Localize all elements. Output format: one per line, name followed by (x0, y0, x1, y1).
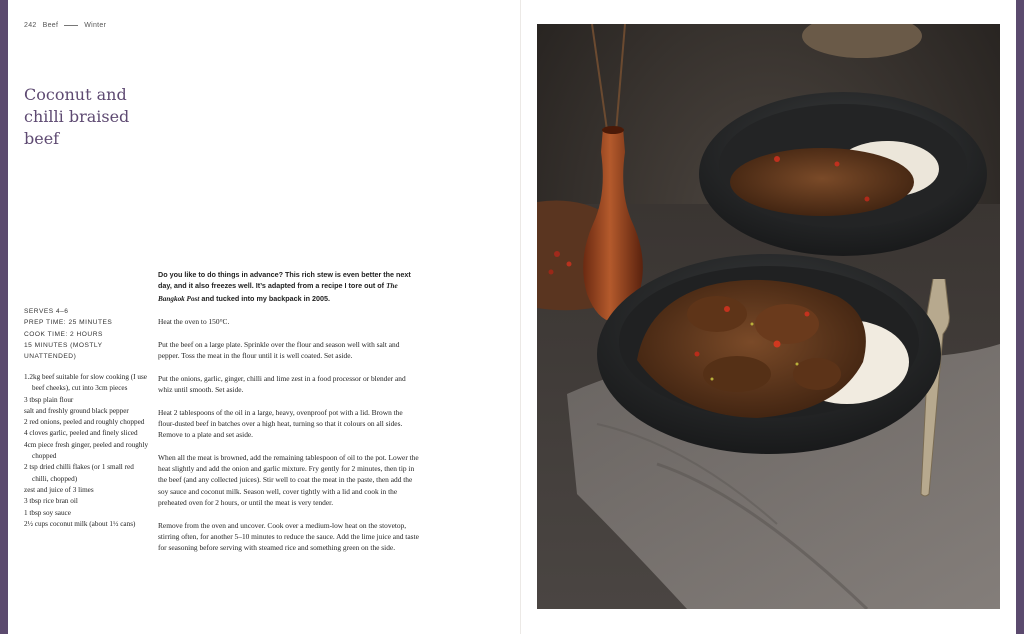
ingredient-item: salt and freshly ground black pepper (24, 406, 129, 415)
plate-chilli (567, 262, 572, 267)
page-header (24, 22, 106, 29)
method-step: Put the beef on a large plate. Sprinkle over the flour and season well with salt and pepper. Toss the meat in the flour until it is well coated. Set aside. (158, 339, 400, 361)
method-step: Put the onions, garlic, ginger, chilli and lime zest in a food processor or blender and whiz until smooth. Set aside. (158, 373, 406, 394)
beef-piece (755, 304, 819, 344)
title-line: beef (24, 129, 60, 148)
chilli-garnish (695, 352, 700, 357)
book-spread (8, 0, 1016, 634)
recipe-method (158, 269, 420, 565)
recipe-intro (158, 269, 420, 305)
chilli-garnish (724, 306, 730, 312)
chilli-garnish (774, 156, 780, 162)
chilli-garnish (835, 162, 840, 167)
ingredient-item: 3 tbsp rice bran oil (24, 497, 78, 506)
ingredient-item: 2 red onions, peeled and roughly chopped (24, 418, 145, 427)
ingredient-item: 2½ cups coconut milk (about 1½ cans) (24, 519, 136, 528)
intro-text-end: and tucked into my backpack in 2005. (199, 293, 330, 303)
meta-cook-time-cont: 15 MINUTES (MOSTLY (24, 341, 103, 349)
chilli-garnish (865, 197, 870, 202)
beef-piece (687, 296, 747, 332)
ingredient-item: 3 tbsp plain flour (24, 395, 74, 404)
section-name: Beef (42, 22, 59, 29)
title-line: Coconut and (24, 85, 127, 104)
lime-zest (796, 363, 799, 366)
method-step: When all the meat is browned, add the remaining tablespoon of oil to the pot. Lower the heat slightly and add the onion and garlic mixture. Fry gently for 2 minutes, then tip in the beef (and any collected juices). Stir well to coat the meat in the paste, then add the soy sauce and coconut milk. Season well, cover tightly with a lid and cook in the preheated oven for 2 hours, or until the meat is very tender. (158, 452, 419, 507)
recipe-title (24, 84, 154, 150)
ingredient-item: zest and juice of 3 limes (24, 485, 94, 494)
chilli-garnish (774, 341, 781, 348)
ingredient-item: 4cm piece fresh ginger, peeled and roughly chopped (24, 440, 149, 461)
meta-prep-time: PREP TIME: 25 MINUTES (24, 319, 113, 327)
vase-rim (602, 126, 624, 134)
back-bowl-stew (730, 148, 914, 216)
beef-piece (793, 358, 841, 390)
page-number: 242 (24, 22, 37, 29)
meta-serves: SERVES 4–6 (24, 308, 69, 315)
food-photo (537, 24, 1000, 609)
beef-piece (703, 356, 771, 392)
ingredient-item: 1 tbsp soy sauce (24, 508, 71, 517)
ingredient-item: 1.2kg beef suitable for slow cooking (I use beef cheeks), cut into 3cm pieces (24, 373, 147, 393)
plate-chilli (554, 251, 560, 257)
meta-cook-time: COOK TIME: 2 HOURS (24, 330, 103, 338)
plate-chilli (549, 270, 554, 275)
lime-zest (711, 378, 714, 381)
method-step: Heat 2 tablespoons of the oil in a large, heavy, ovenproof pot with a lid. Brown the flour-dusted beef in batches over a high heat, turning so that it colours on all sides. Remove to a plate and set aside. (158, 407, 403, 440)
recipe-meta (24, 306, 112, 362)
title-line: chilli braised (24, 107, 130, 126)
food-photo-illustration (537, 24, 1000, 609)
season-name: Winter (84, 22, 107, 29)
header-divider (64, 25, 78, 26)
page-gutter (520, 0, 521, 634)
lime-zest (751, 323, 754, 326)
ingredient-item: 2 tsp dried chilli flakes (or 1 small red chilli, chopped) (24, 463, 134, 483)
meta-cook-time-note: UNATTENDED) (24, 353, 77, 361)
book-title: The Bangkok Post (158, 282, 398, 303)
chilli-garnish (805, 312, 810, 317)
method-step: Heat the oven to 150°C. (158, 317, 230, 327)
method-step: Remove from the oven and uncover. Cook over a medium-low heat on the stovetop, stirring often, for another 5–10 minutes to reduce the sauce. Add the lime juice and taste for seasoning before serving with steamed rice and something green on the side. (158, 520, 419, 553)
intro-text: Do you like to do things in advance? This rich stew is even better the next day, and it also freezes well. It’s adapted from a recipe I tore out of (158, 270, 411, 291)
ingredient-item: 4 cloves garlic, peeled and finely sliced (24, 429, 138, 438)
ingredient-list (24, 372, 152, 530)
